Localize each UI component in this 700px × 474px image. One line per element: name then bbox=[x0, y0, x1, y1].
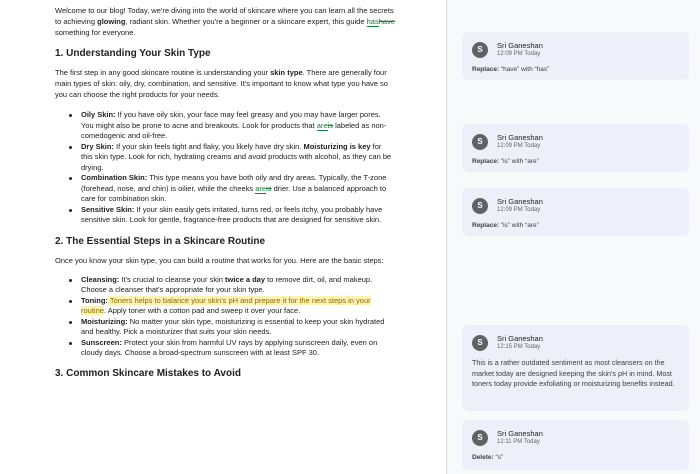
suggested-insertion[interactable]: has bbox=[366, 17, 379, 26]
comment-author: Sri Ganeshan bbox=[497, 41, 543, 50]
comments-margin bbox=[448, 0, 700, 474]
avatar: S bbox=[472, 430, 488, 446]
comment-body: This is a rather outdated sentiment as most cleansers on the market today are designed keeping the skin's pH in mind. Most toners today provide exfoliating or moisturizing benefits instead. bbox=[472, 358, 675, 388]
list-item: Dry Skin: If your skin feels tight and flaky, you likely have dry skin. Moisturizing is key for this skin type. Look for rich, hydrating creams and avoid products with alcohol, as they can be drying. bbox=[81, 142, 395, 174]
skin-type-paragraph: The first step in any good skincare routine is understanding your skin type. There are generally four main types of skin: oily, dry, combination, and sensitive. It's important to know what type you have so you can choose the right products for your needs. bbox=[55, 68, 388, 99]
suggestion-card[interactable] bbox=[462, 188, 689, 236]
list-item: Combination Skin: This type means you have both oily and dry areas. Typically, the T-zone (forehead, nose, and chin) is oilier, while the cheeks areis drier. Use a balanced approach to care for combination skin. bbox=[81, 173, 395, 205]
steps-list bbox=[55, 275, 395, 359]
list-item: Oily Skin: If you have oily skin, your face may feel greasy and you may have larger pores. You might also be prone to acne and breakouts. Look for products that areis labeled as non-comedogenic and oil-free. bbox=[81, 110, 395, 142]
comment-author: Sri Ganeshan bbox=[497, 334, 543, 343]
suggested-deletion[interactable]: is bbox=[327, 120, 333, 130]
comment-card[interactable] bbox=[462, 325, 689, 411]
comment-timestamp: 12:15 PM Today bbox=[497, 344, 541, 350]
avatar: S bbox=[472, 198, 488, 214]
skin-types-list bbox=[55, 110, 395, 226]
suggestion-card[interactable] bbox=[462, 32, 689, 80]
comment-timestamp: 12:09 PM Today bbox=[497, 143, 541, 149]
list-item: Moisturizing: No matter your skin type, moisturizing is essential to keep your skin hydrated and healthy. Pick a moisturizer that suits your skin needs. bbox=[81, 317, 395, 338]
suggestion-description: Delete: “s” bbox=[472, 454, 504, 461]
suggestion-card[interactable] bbox=[462, 420, 689, 470]
comment-author: Sri Ganeshan bbox=[497, 429, 543, 438]
commented-text[interactable]: Toners helps to balance your skin's pH and prepare it for the next steps in your routine bbox=[81, 295, 371, 315]
avatar: S bbox=[472, 42, 488, 58]
suggestion-description: Replace: “have” with “has” bbox=[472, 66, 550, 73]
list-item: Sensitive Skin: If your skin easily gets irritated, turns red, or feels itchy, you probably have sensitive skin. Look for gentle, fragrance-free products that are designed for sensitive skin. bbox=[81, 205, 395, 226]
suggestion-description: Replace: “is” with “are” bbox=[472, 158, 539, 165]
suggested-deletion[interactable]: have bbox=[378, 17, 395, 26]
suggested-insertion[interactable]: are bbox=[316, 120, 328, 130]
suggestion-description: Replace: “is” with “are” bbox=[472, 222, 539, 229]
heading-understanding-skin-type: 1. Understanding Your Skin Type bbox=[55, 48, 211, 59]
suggestion-card[interactable] bbox=[462, 124, 689, 172]
avatar: S bbox=[472, 335, 488, 351]
list-item: Toning: Toners helps to balance your skin's pH and prepare it for the next steps in your routine. Apply toner with a cotton pad and sweep it over your face. bbox=[81, 296, 395, 317]
comment-timestamp: 12:09 PM Today bbox=[497, 51, 541, 57]
list-item: Sunscreen: Protect your skin from harmful UV rays by applying sunscreen daily, even on cloudy days. Choose a broad-spectrum sunscreen with at least SPF 30. bbox=[81, 338, 395, 359]
avatar: S bbox=[472, 134, 488, 150]
comment-author: Sri Ganeshan bbox=[497, 133, 543, 142]
heading-essential-steps: 2. The Essential Steps in a Skincare Routine bbox=[55, 235, 266, 247]
comment-timestamp: 12:11 PM Today bbox=[497, 439, 540, 445]
comment-timestamp: 12:09 PM Today bbox=[497, 207, 541, 213]
steps-intro-paragraph: Once you know your skin type, you can build a routine that works for you. Here are the basic steps: bbox=[55, 255, 384, 265]
suggested-insertion[interactable]: are bbox=[255, 183, 267, 193]
suggested-deletion[interactable]: is bbox=[266, 183, 272, 193]
intro-paragraph: Welcome to our blog! Today, we're diving into the world of skincare where you can learn all the secrets to achieving glowing, radiant skin. Whether you're a beginner or a skincare expert, this guide hashave something for everyone. bbox=[55, 6, 395, 37]
list-item: Cleansing: It's crucial to cleanse your skin twice a day to remove dirt, oil, and makeup. Choose a cleanser that's appropriate for your skin type. bbox=[81, 275, 395, 296]
comment-author: Sri Ganeshan bbox=[497, 197, 543, 206]
heading-common-mistakes: 3. Common Skincare Mistakes to Avoid bbox=[55, 367, 241, 379]
